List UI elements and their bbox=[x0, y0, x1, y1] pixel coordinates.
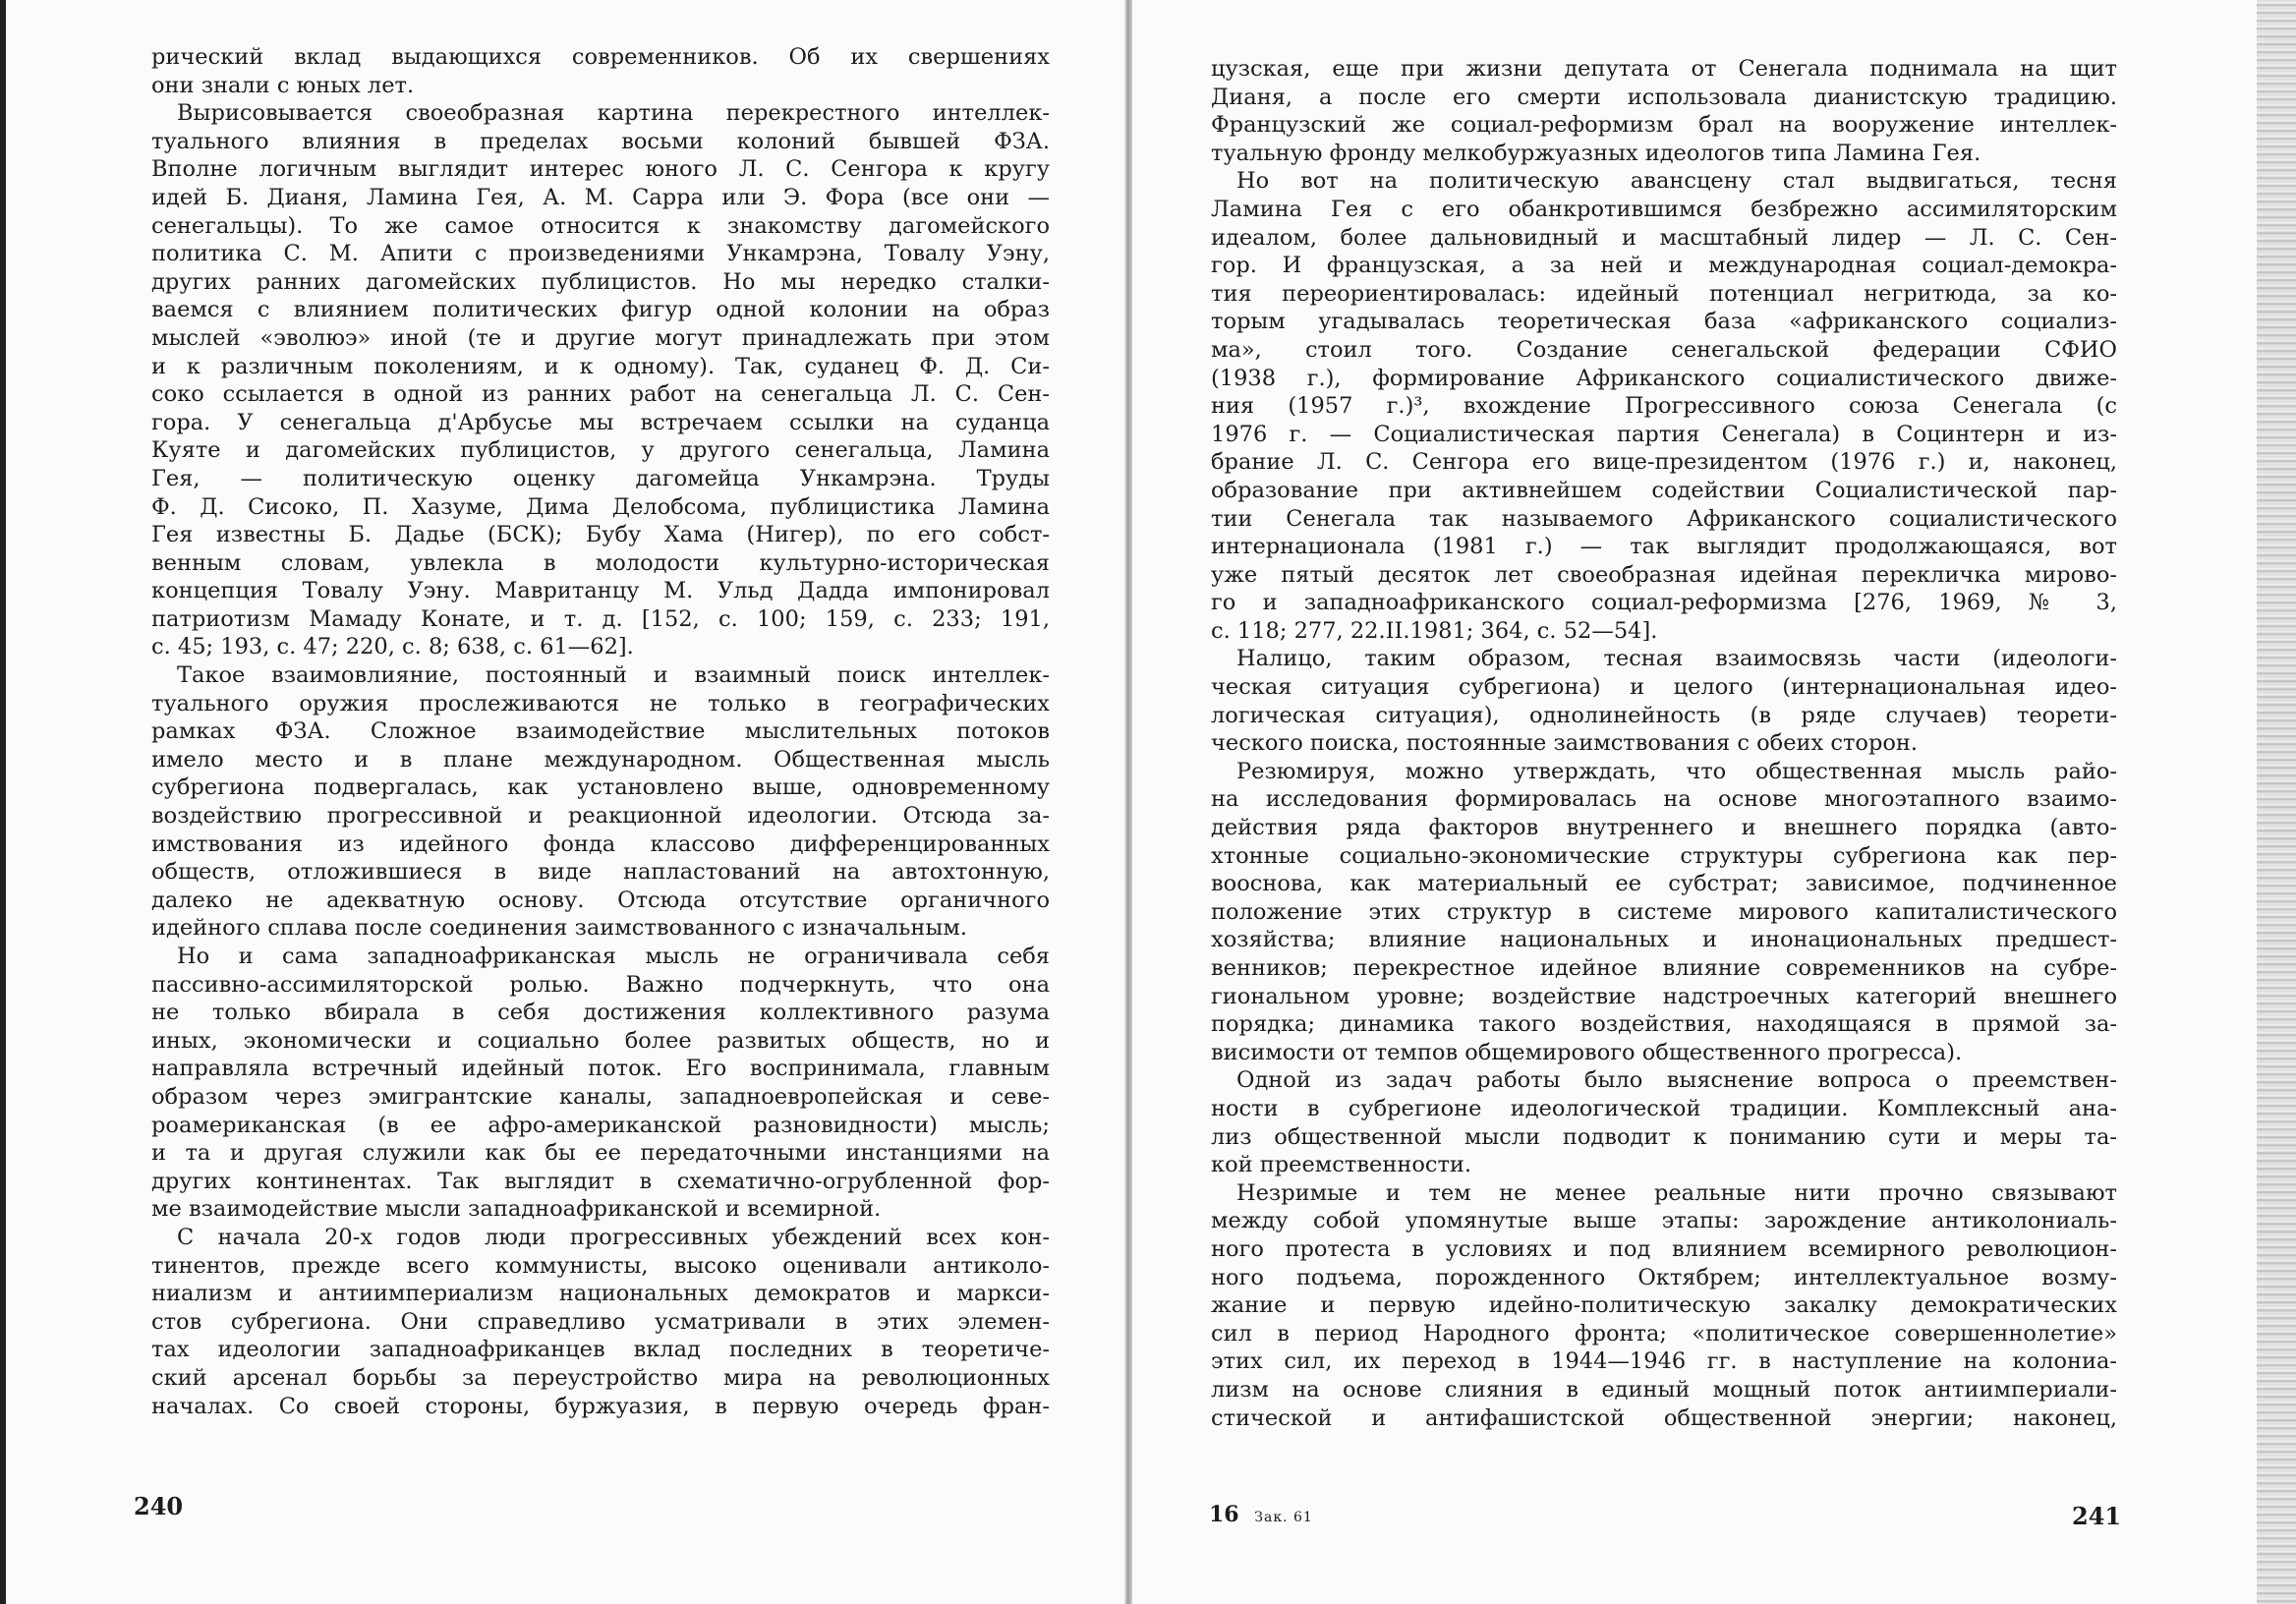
text-line: тах идеологии западноафриканцев вклад последних в теоретиче- bbox=[151, 1337, 1050, 1363]
text-line: торым угадывалась теоретическая база «африканского социализ- bbox=[1211, 309, 2117, 335]
text-line: ческая ситуация субрегиона) и целого (интернациональная идео- bbox=[1211, 674, 2117, 701]
text-line: Вполне логичным выглядит интерес юного Л. С. Сенгора к кругу bbox=[151, 156, 1050, 183]
text-line: Гея, — политическую оценку дагомейца Ункамрэна. Труды bbox=[151, 465, 1050, 491]
text-line: кой преемственности. bbox=[1211, 1152, 1472, 1178]
text-line: они знали с юных лет. bbox=[151, 72, 415, 98]
text-line: вооснова, как материальный ее субстрат; зависимое, подчиненное bbox=[1211, 871, 2117, 897]
text-line: ности в субрегионе идеологической традиции. Комплексный ана- bbox=[1211, 1095, 2117, 1121]
text-line: туальную фронду мелкобуржуазных идеологов типа Ламина Гея. bbox=[1211, 140, 1981, 166]
right-text-column bbox=[1211, 55, 2117, 1432]
text-line: туального оружия прослеживаются не только в географических bbox=[151, 690, 1050, 716]
text-line: венников; перекрестное идейное влияние современников на субре- bbox=[1211, 955, 2117, 981]
text-line: лиз общественной мысли подводит к пониманию сути и меры та- bbox=[1211, 1123, 2117, 1150]
text-line: уже пятый десяток лет своеобразная идейная перекличка мирово- bbox=[1211, 561, 2117, 588]
text-line: тии Сенегала так называемого Африканского социалистического bbox=[1211, 505, 2117, 532]
text-line: образом через эмигрантские каналы, западноевропейская и севе- bbox=[151, 1083, 1050, 1110]
text-line: сенегальцы). То же самое относится к знакомству дагомейского bbox=[151, 212, 1050, 239]
signature-number: 16 bbox=[1209, 1502, 1239, 1527]
right-page bbox=[1128, 0, 2296, 1604]
text-line: субрегиона подвергалась, как установлено выше, одновременному bbox=[151, 774, 1050, 801]
text-line: логическая ситуация), однолинейность (в ряде случаев) теорети- bbox=[1211, 702, 2117, 728]
text-line: брание Л. С. Сенгора его вице-президентом (1976 г.) и, наконец, bbox=[1211, 449, 2117, 476]
text-line: имело место и в плане международном. Общественная мысль bbox=[151, 746, 1050, 773]
text-line: Одной из задач работы было выяснение вопроса о преемствен- bbox=[1236, 1067, 2117, 1094]
text-line: тинентов, прежде всего коммунисты, высоко оценивали антиколо- bbox=[151, 1252, 1050, 1279]
text-line: ский арсенал борьбы за переустройство мира на революционных bbox=[151, 1364, 1050, 1391]
text-line: положение этих структур в системе мирового капиталистического bbox=[1211, 898, 2117, 925]
text-line: гора. У сенегальца д'Арбусье мы встречаем ссылки на суданца bbox=[151, 409, 1050, 435]
text-line: идеалом, более дальновидный и масштабный лидер — Л. С. Сен- bbox=[1211, 224, 2117, 251]
text-line: ме взаимодействие мысли западноафриканской и всемирной. bbox=[151, 1196, 882, 1223]
text-line: ного подъема, порожденного Октябрем; интеллектуальное возму- bbox=[1211, 1264, 2117, 1290]
text-line: соко ссылается в одной из ранних работ на сенегальца Л. С. Сен- bbox=[151, 381, 1050, 408]
text-line: ного протеста в условиях и под влиянием всемирного революцион- bbox=[1211, 1235, 2117, 1262]
text-line: роамериканская (в ее афро-американской разновидности) мысль; bbox=[151, 1112, 1050, 1138]
text-line: ния (1957 г.)³, вхождение Прогрессивного союза Сенегала (с bbox=[1211, 393, 2117, 420]
text-line: других континентах. Так выглядит в схематично-огрубленной фор- bbox=[151, 1168, 1050, 1194]
text-line: стической и антифашистской общественной энергии; наконец, bbox=[1211, 1404, 2117, 1431]
text-line: венным словам, увлекла в молодости культурно-историческая bbox=[151, 549, 1050, 576]
text-line: далеко не адекватную основу. Отсюда отсутствие органичного bbox=[151, 887, 1050, 913]
text-line: ма», стоил того. Создание сенегальской федерации СФИО bbox=[1211, 336, 2117, 363]
text-line: Такое взаимовлияние, постоянный и взаимный поиск интеллек- bbox=[177, 662, 1050, 689]
text-line: интернационала (1981 г.) — так выглядит продолжающаяся, вот bbox=[1211, 534, 2117, 560]
text-line: ваемся с влиянием политических фигур одной колонии на образ bbox=[151, 297, 1050, 323]
text-line: Незримые и тем не менее реальные нити прочно связывают bbox=[1236, 1179, 2117, 1206]
text-line: жание и первую идейно-политическую закалку демократических bbox=[1211, 1292, 2117, 1319]
text-line: хтонные социально-экономические структуры субрегиона как пер- bbox=[1211, 842, 2117, 869]
text-line: (1938 г.), формирование Африканского социалистического движе- bbox=[1211, 365, 2117, 391]
text-line: цузская, еще при жизни депутата от Сенегала поднимала на щит bbox=[1211, 56, 2117, 82]
text-line: ческого поиска, постоянные заимствования с обеих сторон. bbox=[1211, 730, 1919, 757]
left-text-column bbox=[151, 43, 1050, 1420]
text-line: 1976 г. — Социалистическая партия Сенегала) в Социнтерн и из- bbox=[1211, 421, 2117, 447]
text-line: между собой упомянутые выше этапы: зарождение антиколониаль- bbox=[1211, 1208, 2117, 1234]
text-line: сил в период Народного фронта; «политическое совершеннолетие» bbox=[1211, 1320, 2117, 1346]
text-line: воздействию прогрессивной и реакционной идеологии. Отсюда за- bbox=[151, 803, 1050, 830]
text-line: туального влияния в пределах восьми колоний бывшей ФЗА. bbox=[151, 128, 1050, 154]
signature-note: Зак. 61 bbox=[1254, 1510, 1313, 1525]
text-line: гор. И французская, а за ней и международная социал-демокра- bbox=[1211, 253, 2117, 279]
text-line: Ф. Д. Сисоко, П. Хазуме, Дима Делобсома, публицистика Ламина bbox=[151, 493, 1050, 520]
text-line: пассивно-ассимиляторской ролью. Важно подчеркнуть, что она bbox=[151, 971, 1050, 998]
printer-signature bbox=[1209, 1502, 1313, 1527]
text-line: с. 118; 277, 22.II.1981; 364, с. 52—54]. bbox=[1211, 617, 1658, 644]
text-line: порядка; динамика такого воздействия, находящаяся в прямой за- bbox=[1211, 1011, 2117, 1038]
text-line: и к различным поколениям, и к одному). Так, суданец Ф. Д. Си- bbox=[151, 353, 1050, 379]
text-line: Резюмируя, можно утверждать, что общественная мысль райо- bbox=[1236, 758, 2117, 784]
text-line: патриотизм Мамаду Конате, и т. д. [152, с. 100; 159, с. 233; 191, bbox=[151, 605, 1050, 632]
text-line: мыслей «эволюэ» иной (те и другие могут принадлежать при этом bbox=[151, 324, 1050, 351]
text-line: Ламина Гея с его обанкротившимся безбрежно ассимиляторским bbox=[1211, 196, 2117, 222]
text-line: рический вклад выдающихся современников. Об их свершениях bbox=[151, 44, 1050, 70]
text-line: идейного сплава после соединения заимствованного с изначальным. bbox=[151, 915, 967, 942]
text-line: началах. Со своей стороны, буржуазия, в первую очередь фран- bbox=[151, 1393, 1050, 1419]
left-page-number: 240 bbox=[134, 1492, 184, 1520]
text-line: этих сил, их переход в 1944—1946 гг. в наступление на колониа- bbox=[1211, 1348, 2117, 1375]
text-line: политика С. М. Апити с произведениями Ункамрэна, Товалу Уэну, bbox=[151, 241, 1050, 267]
text-line: направляла встречный идейный поток. Его воспринимала, главным bbox=[151, 1056, 1050, 1082]
text-line: обществ, отложившиеся в виде напластований на автохтонную, bbox=[151, 859, 1050, 886]
text-line: хозяйства; влияние национальных и инонациональных предшест- bbox=[1211, 927, 2117, 953]
text-line: идей Б. Дианя, Ламина Гея, А. М. Сарра или Э. Фора (все они — bbox=[151, 184, 1050, 210]
text-line: лизм на основе слияния в единый мощный поток антиимпериали- bbox=[1211, 1376, 2117, 1403]
text-line: с. 45; 193, с. 47; 220, с. 8; 638, с. 61—62]. bbox=[151, 634, 634, 660]
text-line: висимости от темпов общемирового общественного прогресса). bbox=[1211, 1039, 1963, 1065]
text-line: Но и сама западноафриканская мысль не ограничивала себя bbox=[177, 944, 1050, 969]
text-line: ниализм и антиимпериализм национальных демократов и маркси- bbox=[151, 1281, 1050, 1307]
text-line: стов субрегиона. Они справедливо усматривали в этих элемен- bbox=[151, 1308, 1050, 1335]
text-line: и та и другая служили как бы ее передаточными инстанциями на bbox=[151, 1140, 1050, 1167]
text-line: Гея известны Б. Дадье (БСК); Бубу Хама (Нигер), по его собст- bbox=[151, 522, 1050, 548]
text-line: го и западноафриканского социал-реформизма [276, 1969, № 3, bbox=[1211, 590, 2117, 616]
text-line: гиональном уровне; воздействие надстроечных категорий внешнего bbox=[1211, 983, 2117, 1009]
text-line: концепция Товалу Уэну. Мавританцу М. Ульд Дадда импонировал bbox=[151, 578, 1050, 604]
text-line: действия ряда факторов внутреннего и внешнего порядка (авто- bbox=[1211, 815, 2117, 841]
text-line: Вырисовывается своеобразная картина перекрестного интеллек- bbox=[177, 100, 1050, 127]
page-stack-edge-right bbox=[2257, 0, 2296, 1604]
text-line: С начала 20-х годов люди прогрессивных убеждений всех кон- bbox=[177, 1224, 1050, 1250]
text-line: Французский же социал-реформизм брал на вооружение интеллек- bbox=[1211, 112, 2117, 139]
text-line: Дианя, а после его смерти использовала дианистскую традицию. bbox=[1211, 84, 2117, 110]
left-page bbox=[0, 0, 1128, 1604]
text-line: не только вбирала в себя достижения коллективного разума bbox=[151, 1000, 1050, 1026]
text-line: рамках ФЗА. Сложное взаимодействие мыслительных потоков bbox=[151, 718, 1050, 745]
text-line: Налицо, таким образом, тесная взаимосвязь части (идеологи- bbox=[1236, 646, 2117, 672]
text-line: на исследования формировалась на основе многоэтапного взаимо- bbox=[1211, 786, 2117, 813]
text-line: Но вот на политическую авансцену стал выдвигаться, тесня bbox=[1236, 168, 2117, 195]
text-line: иных, экономически и социально более развитых обществ, но и bbox=[151, 1027, 1050, 1054]
text-line: тия переориентировалась: идейный потенциал негритюда, за ко- bbox=[1211, 280, 2117, 307]
text-line: других ранних дагомейских публицистов. Но мы нередко сталки- bbox=[151, 268, 1050, 295]
right-page-number: 241 bbox=[2072, 1502, 2122, 1530]
text-line: образование при активнейшем содействии Социалистической пар- bbox=[1211, 477, 2117, 503]
text-line: Куяте и дагомейских публицистов, у другого сенегальца, Ламина bbox=[151, 437, 1050, 464]
text-line: имствования из идейного фонда классово дифференцированных bbox=[151, 831, 1050, 857]
